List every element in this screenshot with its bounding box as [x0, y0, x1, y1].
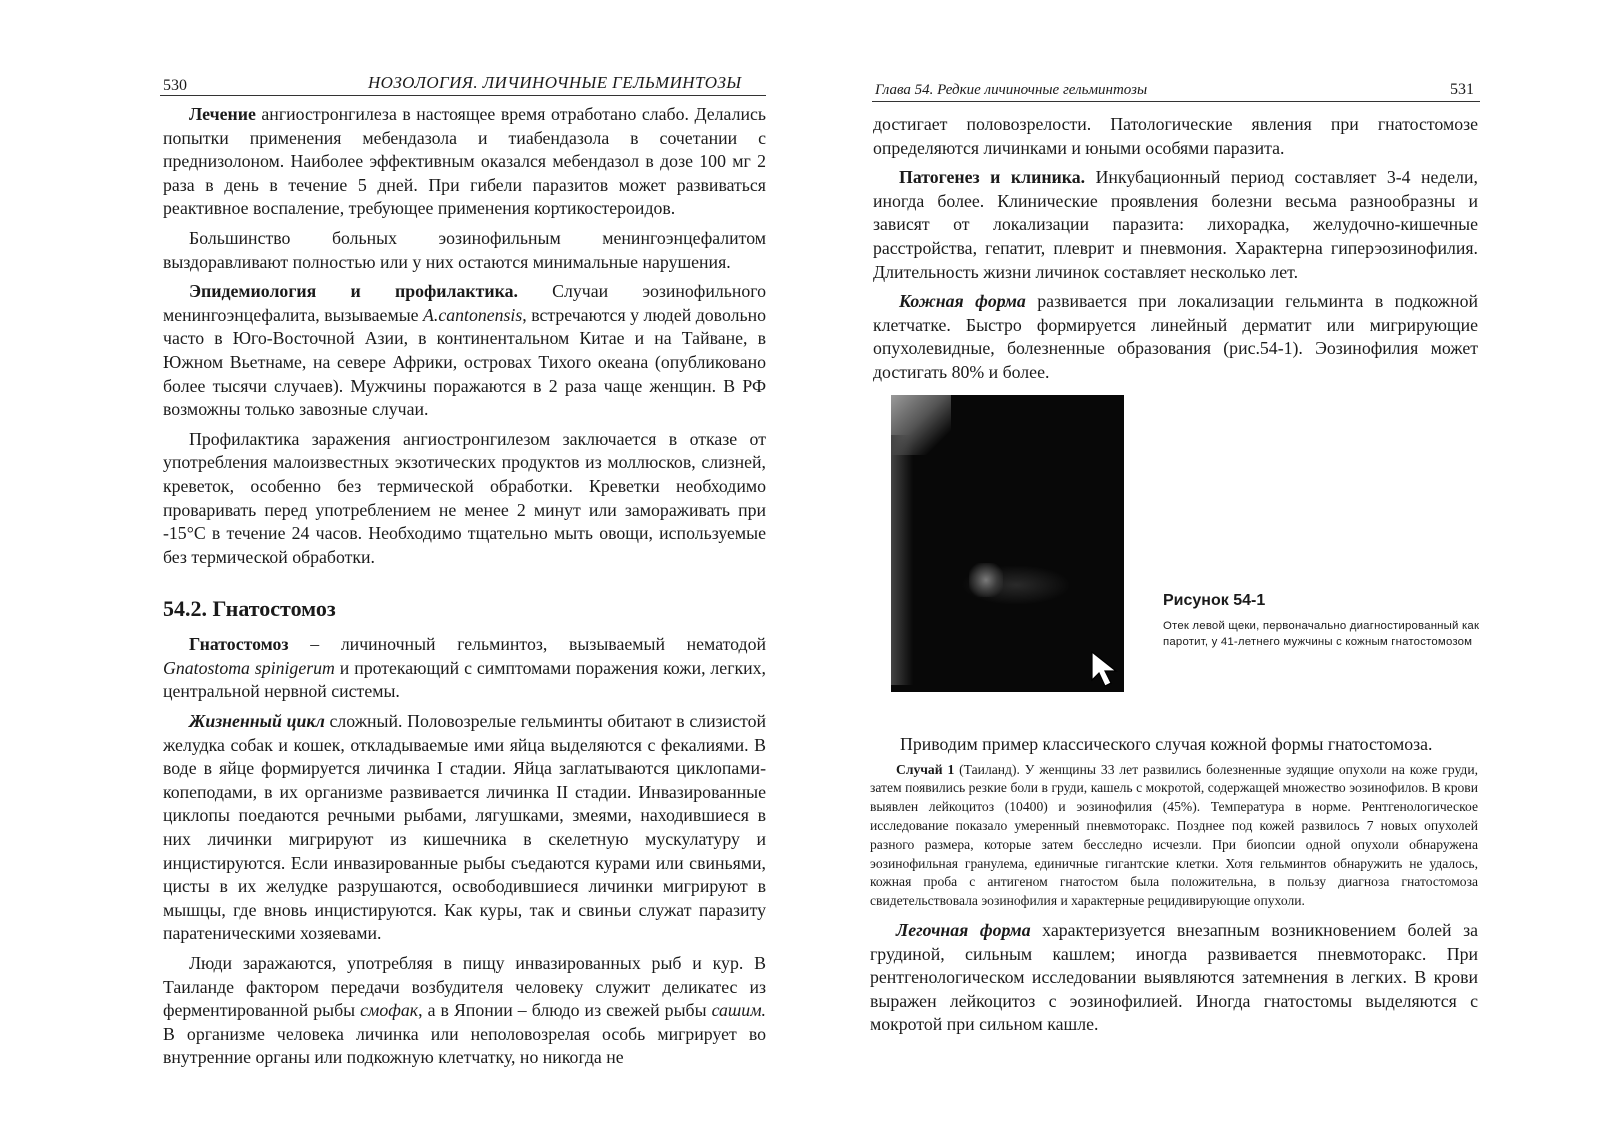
- paragraph-text: – личиночный гельминтоз, вызываемый нематодой: [288, 634, 766, 655]
- paragraph-text: Приводим пример классического случая кожной формы гнатостомоза.: [900, 734, 1433, 754]
- paragraph-lead: Гнатостомоз: [189, 634, 289, 655]
- paragraph-text: и протекающий с симптомами поражения кожи, легких, центральной нервной системы.: [163, 657, 766, 702]
- figure-caption: [1163, 590, 1485, 650]
- paragraph-treatment: [163, 103, 766, 221]
- paragraph-pathogenesis: [873, 166, 1478, 284]
- right-text-column-bottom: [870, 733, 1478, 1043]
- paragraph-text: В организме человека личинка или неполовозрелая особь мигрирует во внутренние органы или подкожную клетчатку, но никогда не: [163, 1023, 766, 1068]
- paragraph-continuation: [873, 113, 1478, 160]
- paragraph-text: , встречаются у людей довольно часто в Юго-Восточной Азии, в континентальном Китае и на Тайване, в Южном Вьетнаме, на севере Африки, островах Тихого океана (опубликовано более тысячи случаев). Мужчины поражаются в 2 раза чаще женщин. В РФ возможны только завозные случаи.: [163, 304, 766, 420]
- paragraph-text: Люди заражаются, употребляя в пищу инвазированных рыб и кур. В Таиланде фактором передачи возбудителя человеку служит деликатес из ферментированной рыбы: [163, 953, 766, 1021]
- figure-title: Рисунок 54-1: [1163, 592, 1266, 609]
- species-name: A.cantonensis: [423, 304, 523, 325]
- paragraph-skin-form: [873, 290, 1478, 384]
- header-rule: [872, 101, 1480, 102]
- right-page: [800, 0, 1600, 1132]
- page-number: 531: [1450, 81, 1474, 98]
- dish-name: смофак: [360, 1000, 419, 1021]
- paragraph-infection: [163, 952, 766, 1070]
- paragraph-text: сложный. Половозрелые гельминты обитают в слизистой желудка собак и кошек, откладываемые ими яйца выделяются с фекалиями. В воде в яйце формируется личинка I стадии. Яйца заглатываются циклопами-копеподами, в их организме развивается личинка II стадии. Инвазированные циклопы поедаются речными рыбами, лягушками, змеями, находившиеся в них личинки мигрируют из кишечника в скелетную мускулатуру и инцистируются. Если инвазированные рыбы съедаются курами или свиньями, цисты в их желудке разрушаются, освободившиеся личинки мигрируют в мышцы, где вновь инцистируются. Как куры, так и свиньи служат паразиту паратеническими хозяевами.: [163, 711, 766, 944]
- paragraph-text: ангиостронгилеза в настоящее время отработано слабо. Делались попытки применения мебендазола и тиабендазола в сочетании с преднизолоном. Наиболее эффективным оказался мебендазол в дозе 100 мг 2 раза в день в течение 5 дней. При гибели паразитов может развиваться реактивное воспаление, требующее применения кортикостероидов.: [163, 104, 766, 219]
- paragraph-lead: Кожная форма: [899, 291, 1026, 312]
- case-lead: Случай 1: [896, 761, 955, 777]
- figure-photo: [891, 395, 1124, 692]
- paragraph-life-cycle: [163, 710, 766, 946]
- paragraph-pulmonary-form: [870, 919, 1478, 1037]
- dish-name: сашим.: [711, 1000, 766, 1021]
- paragraph-lead: Жизненный цикл: [189, 711, 325, 732]
- paragraph-text: Инкубационный период составляет 3-4 недели, иногда более. Клинические проявления болезни весьма разнообразны и зависят от локализации паразита: лихорадка, желудочно-кишечные расстройства, гепатит, плеврит и пневмония. Характерна гиперэозинофилия. Длительность жизни личинок составляет несколько лет.: [873, 167, 1478, 282]
- paragraph-definition: [163, 633, 766, 704]
- section-heading: 54.2. Гнатостомоз: [163, 596, 336, 622]
- species-name: Gnatostoma spinigerum: [163, 657, 335, 678]
- paragraph-text: , а в Японии – блюдо из свежей рыбы: [418, 1000, 712, 1021]
- running-head: Глава 54. Редкие личиночные гельминтозы: [875, 82, 1148, 98]
- paragraph-text: Профилактика заражения ангиостронгилезом заключается в отказе от употребления малоизвестных экзотических продуктов из моллюсков, слизней, креветок, особенно без термической обработки. Креветки необходимо проваривать перед употреблением не менее 2 минут или замораживать при -15°С в течение 24 часов. Необходимо тщательно мыть овощи, используемые без термической обработки.: [163, 428, 766, 567]
- running-head: НОЗОЛОГИЯ. ЛИЧИНОЧНЫЕ ГЕЛЬМИНТОЗЫ: [368, 73, 742, 92]
- figure-caption-text: Отек левой щеки, первоначально диагностированный как паротит, у 41-летнего мужчины с кожным гнатостомозом: [1163, 620, 1480, 648]
- paragraph-text: характеризуется внезапным возникновением болей за грудиной, сильным кашлем; иногда развивается пневмоторакс. При рентгенологическом исследовании выявляются затемнения в легких. В крови выражен лейкоцитоз с эозинофилией. Иногда гнатостомы выделяются с мокротой при сильном кашле.: [870, 919, 1478, 1035]
- right-text-column-top: [873, 113, 1478, 391]
- paragraph-lead: Лечение: [189, 104, 256, 124]
- paragraph-epidemiology: [163, 280, 766, 422]
- paragraph-lead: Патогенез и клиника.: [899, 167, 1086, 188]
- header-rule: [160, 95, 766, 96]
- paragraph-outcome: [163, 227, 766, 274]
- paragraph-case-intro: [870, 733, 1478, 757]
- arrow-cursor-icon: [1089, 650, 1123, 690]
- case-report: [870, 761, 1478, 911]
- case-text: (Таиланд). У женщины 33 лет развились болезненные зудящие опухоли на коже груди, затем появились резкие боли в груди, кашель с мокротой, содержащей множество эозинофилов. В крови выявлен лейкоцитоз (10400) и эозинофилия (45%). Температура в норме. Рентгенологическое исследование показало умеренный пневмоторакс. Позднее под кожей развилось 7 новых опухолей разного размера, которые затем бесследно исчезли. При биопсии одной опухоли обнаружена эозинофильная гранулема, единичные гигантские клетки. Хотя гельминтов обнаружить не удалось, кожная проба с антигеном гнатостом была положительна, в пользу диагноза гнатостомоза свидетельствовала эозинофилия и характерные рецидивирующие опухоли.: [870, 761, 1479, 909]
- paragraph-text: Случаи эозинофильного менингоэнцефалита, вызываемые: [163, 281, 766, 325]
- paragraph-lead: Эпидемиология и профилактика.: [189, 281, 518, 302]
- paragraph-text: развивается при локализации гельминта в подкожной клетчатке. Быстро формируется линейный дерматит или мигрирующие опухолевидные, болезненные образования (рис.54-1). Эозинофилия может достигать 80% и более.: [873, 291, 1478, 382]
- left-text-column: [163, 103, 766, 1076]
- paragraph-prevention: [163, 428, 766, 570]
- paragraph-text: Большинство больных эозинофильным менингоэнцефалитом выздоравливают полностью или у них остаются минимальные нарушения.: [163, 227, 766, 272]
- page-number: 530: [163, 77, 187, 94]
- paragraph-lead: Легочная форма: [896, 919, 1031, 940]
- paragraph-text: достигает половозрелости. Патологические явления при гнатостомозе определяются личинками и юными особями паразита.: [873, 114, 1478, 158]
